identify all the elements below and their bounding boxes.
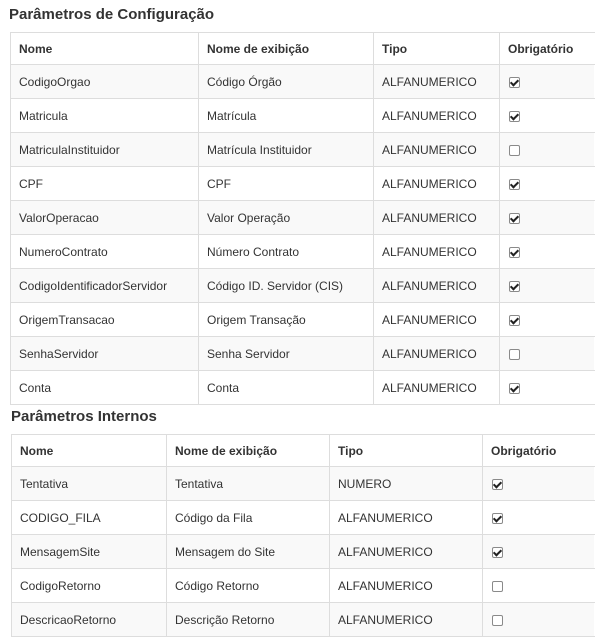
table-row bbox=[11, 133, 595, 167]
checkbox-checked[interactable] bbox=[509, 247, 520, 258]
column-header-tipo: Tipo bbox=[330, 435, 483, 467]
cell-obrigatorio bbox=[500, 303, 595, 337]
internos-table-body bbox=[12, 467, 595, 637]
cell-nome: MensagemSite bbox=[12, 535, 167, 569]
cell-nome: CodigoRetorno bbox=[12, 569, 167, 603]
cell-nome-exibicao: Senha Servidor bbox=[199, 337, 374, 371]
table-row bbox=[11, 65, 595, 99]
column-header-tipo: Tipo bbox=[374, 33, 500, 65]
internos-header-row bbox=[12, 435, 595, 467]
cell-nome-exibicao: Código da Fila bbox=[167, 501, 330, 535]
cell-nome: SenhaServidor bbox=[11, 337, 199, 371]
column-header-nome: Nome bbox=[11, 33, 199, 65]
cell-nome-exibicao: Mensagem do Site bbox=[167, 535, 330, 569]
cell-obrigatorio bbox=[500, 371, 595, 405]
table-row bbox=[11, 337, 595, 371]
column-header-nome-exibicao: Nome de exibição bbox=[199, 33, 374, 65]
cell-tipo: ALFANUMERICO bbox=[374, 201, 500, 235]
cell-obrigatorio bbox=[500, 133, 595, 167]
cell-tipo: ALFANUMERICO bbox=[330, 603, 483, 637]
cell-nome: Conta bbox=[11, 371, 199, 405]
cell-obrigatorio bbox=[500, 167, 595, 201]
checkbox-checked[interactable] bbox=[509, 77, 520, 88]
cell-tipo: ALFANUMERICO bbox=[374, 303, 500, 337]
cell-nome-exibicao: Tentativa bbox=[167, 467, 330, 501]
cell-nome-exibicao: Matrícula bbox=[199, 99, 374, 133]
cell-nome-exibicao: Descrição Retorno bbox=[167, 603, 330, 637]
cell-nome-exibicao: Origem Transação bbox=[199, 303, 374, 337]
internal-params-table bbox=[11, 434, 595, 637]
column-header-obrigatorio: Obrigatório bbox=[500, 33, 595, 65]
table-row bbox=[11, 371, 595, 405]
cell-tipo: ALFANUMERICO bbox=[330, 569, 483, 603]
cell-obrigatorio bbox=[500, 269, 595, 303]
column-header-nome-exibicao: Nome de exibição bbox=[167, 435, 330, 467]
checkbox-checked[interactable] bbox=[509, 383, 520, 394]
cell-obrigatorio bbox=[500, 201, 595, 235]
cell-obrigatorio bbox=[500, 65, 595, 99]
cell-tipo: ALFANUMERICO bbox=[374, 371, 500, 405]
cell-tipo: ALFANUMERICO bbox=[374, 337, 500, 371]
table-row bbox=[12, 569, 595, 603]
cell-nome-exibicao: Código ID. Servidor (CIS) bbox=[199, 269, 374, 303]
cell-tipo: ALFANUMERICO bbox=[374, 167, 500, 201]
cell-obrigatorio bbox=[483, 603, 595, 637]
cell-nome: CODIGO_FILA bbox=[12, 501, 167, 535]
cell-nome: CodigoIdentificadorServidor bbox=[11, 269, 199, 303]
cell-obrigatorio bbox=[483, 569, 595, 603]
cell-nome-exibicao: Matrícula Instituidor bbox=[199, 133, 374, 167]
cell-obrigatorio bbox=[500, 337, 595, 371]
table-row bbox=[12, 603, 595, 637]
cell-tipo: ALFANUMERICO bbox=[374, 235, 500, 269]
cell-nome: ValorOperacao bbox=[11, 201, 199, 235]
checkbox-checked[interactable] bbox=[492, 513, 503, 524]
cell-nome-exibicao: Código Órgão bbox=[199, 65, 374, 99]
config-section-title: Parâmetros de Configuração bbox=[9, 6, 215, 23]
cell-nome: DescricaoRetorno bbox=[12, 603, 167, 637]
config-header-row bbox=[11, 33, 595, 65]
table-row bbox=[11, 167, 595, 201]
checkbox-checked[interactable] bbox=[492, 479, 503, 490]
cell-tipo: ALFANUMERICO bbox=[374, 99, 500, 133]
checkbox-unchecked[interactable] bbox=[492, 615, 503, 626]
cell-nome: NumeroContrato bbox=[11, 235, 199, 269]
cell-obrigatorio bbox=[500, 235, 595, 269]
cell-nome-exibicao: Valor Operação bbox=[199, 201, 374, 235]
config-table-body bbox=[11, 65, 595, 405]
checkbox-checked[interactable] bbox=[509, 281, 520, 292]
column-header-obrigatorio: Obrigatório bbox=[483, 435, 595, 467]
table-row bbox=[11, 269, 595, 303]
cell-obrigatorio bbox=[483, 501, 595, 535]
table-row bbox=[11, 303, 595, 337]
table-row bbox=[12, 467, 595, 501]
cell-nome-exibicao: Número Contrato bbox=[199, 235, 374, 269]
table-row bbox=[12, 501, 595, 535]
table-row bbox=[11, 201, 595, 235]
checkbox-checked[interactable] bbox=[509, 179, 520, 190]
column-header-nome: Nome bbox=[12, 435, 167, 467]
cell-tipo: ALFANUMERICO bbox=[374, 133, 500, 167]
checkbox-unchecked[interactable] bbox=[509, 349, 520, 360]
cell-tipo: ALFANUMERICO bbox=[330, 535, 483, 569]
cell-nome: Matricula bbox=[11, 99, 199, 133]
cell-nome-exibicao: Código Retorno bbox=[167, 569, 330, 603]
cell-nome: Tentativa bbox=[12, 467, 167, 501]
cell-nome-exibicao: CPF bbox=[199, 167, 374, 201]
table-row bbox=[11, 235, 595, 269]
cell-tipo: NUMERO bbox=[330, 467, 483, 501]
cell-tipo: ALFANUMERICO bbox=[374, 269, 500, 303]
table-row bbox=[12, 535, 595, 569]
cell-nome: OrigemTransacao bbox=[11, 303, 199, 337]
cell-obrigatorio bbox=[483, 535, 595, 569]
checkbox-unchecked[interactable] bbox=[509, 145, 520, 156]
checkbox-checked[interactable] bbox=[509, 111, 520, 122]
cell-obrigatorio bbox=[483, 467, 595, 501]
checkbox-checked[interactable] bbox=[509, 213, 520, 224]
table-row bbox=[11, 99, 595, 133]
checkbox-checked[interactable] bbox=[509, 315, 520, 326]
internos-section-title: Parâmetros Internos bbox=[11, 408, 157, 425]
cell-nome-exibicao: Conta bbox=[199, 371, 374, 405]
checkbox-checked[interactable] bbox=[492, 547, 503, 558]
cell-tipo: ALFANUMERICO bbox=[330, 501, 483, 535]
config-params-table bbox=[10, 32, 595, 405]
cell-nome: CodigoOrgao bbox=[11, 65, 199, 99]
cell-nome: MatriculaInstituidor bbox=[11, 133, 199, 167]
cell-nome: CPF bbox=[11, 167, 199, 201]
checkbox-unchecked[interactable] bbox=[492, 581, 503, 592]
cell-obrigatorio bbox=[500, 99, 595, 133]
cell-tipo: ALFANUMERICO bbox=[374, 65, 500, 99]
